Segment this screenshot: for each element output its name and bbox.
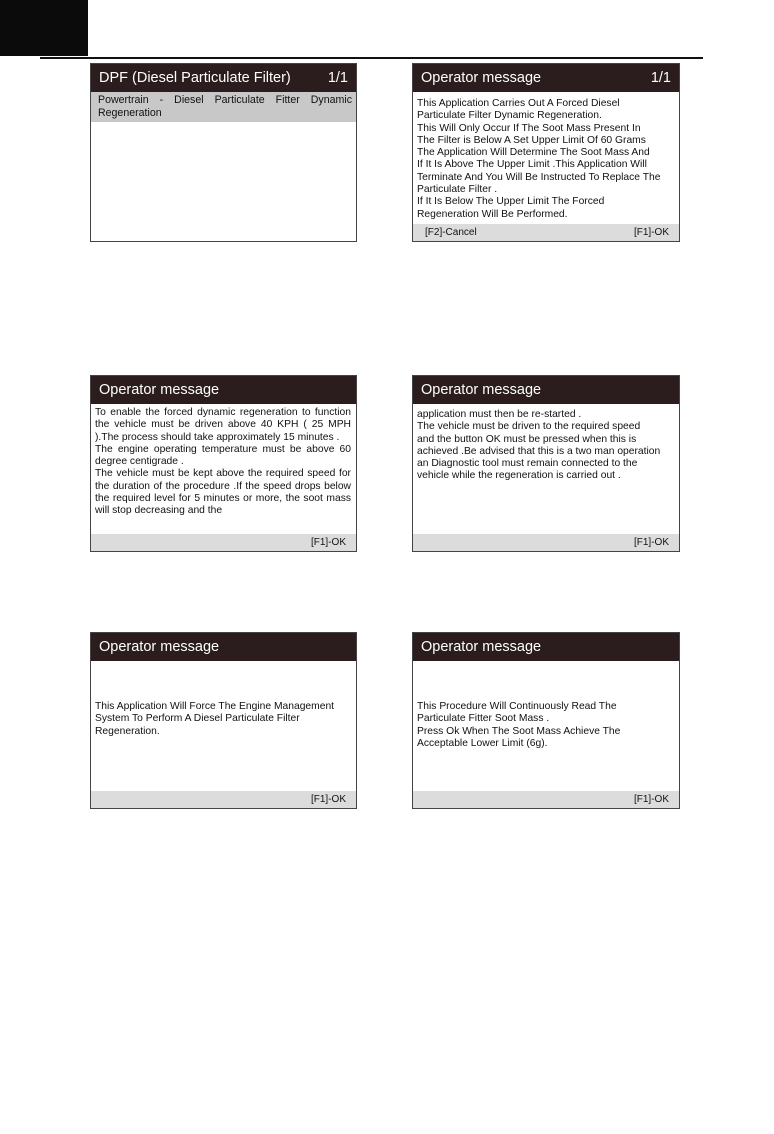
operator-message-screen-4 <box>90 632 357 809</box>
operator-title-bar <box>413 64 679 92</box>
ok-softkey[interactable]: [F1]-OK <box>310 537 346 548</box>
page-indicator: 1/1 <box>650 70 671 86</box>
message-body: This Application Carries Out A Forced Diesel Particulate Filter Dynamic Regeneration. This Will Only Occur If The Soot Mass Present In The Filter is Below A Set Upper Limit Of 60 Grams The Application Will Determine The Soot Mass And If It Is Above The Upper Limit .This Application Will Terminate And You Will Be Instructed To Replace The Particulate Filter . If It Is Below The Upper Limit The Forced Regeneration Will Be Performed. <box>417 98 661 220</box>
header-divider <box>40 57 703 59</box>
softkey-bar <box>413 224 679 241</box>
operator-message-screen-3 <box>412 375 680 552</box>
ok-softkey[interactable]: [F1]-OK <box>633 227 669 238</box>
softkey-bar <box>91 791 356 808</box>
ok-softkey[interactable]: [F1]-OK <box>310 794 346 805</box>
operator-title-bar <box>91 633 356 661</box>
screen-title: Operator message <box>421 639 542 655</box>
message-body: To enable the forced dynamic regeneration to function the vehicle must be driven above 40 KPH ( 25 MPH ).The process should take approximately 15 minutes . The engine operating temperature must be above 60 degree centigrade . The vehicle must be kept above the required speed for the duration of the procedure .If the speed drops below the required level for 5 minutes or more, the soot mass will stop decreasing and the <box>95 407 351 517</box>
screen-title: DPF (Diesel Particulate Filter) <box>99 70 291 86</box>
cancel-softkey[interactable]: [F2]-Cancel <box>425 227 477 238</box>
ok-softkey[interactable]: [F1]-OK <box>633 537 669 548</box>
menu-item-dpf-regeneration[interactable]: Powertrain - Diesel Particulate Fitter Dynamic Regeneration <box>91 92 356 122</box>
message-body: This Procedure Will Continuously Read The Particulate Fitter Soot Mass . Press Ok When The Soot Mass Achieve The Acceptable Lower Limit (6g). <box>417 701 621 749</box>
operator-title-bar <box>413 376 679 404</box>
dpf-title-bar <box>91 64 356 92</box>
operator-message-screen-5 <box>412 632 680 809</box>
screen-title: Operator message <box>99 639 220 655</box>
ok-softkey[interactable]: [F1]-OK <box>633 794 669 805</box>
softkey-bar <box>413 534 679 551</box>
screen-title: Operator message <box>99 382 220 398</box>
operator-message-screen-1 <box>412 63 680 242</box>
operator-message-screen-2 <box>90 375 357 552</box>
screen-title: Operator message <box>421 382 542 398</box>
dpf-menu-screen <box>90 63 357 242</box>
message-body: This Application Will Force The Engine Management System To Perform A Diesel Particulate Filter Regeneration. <box>95 701 335 737</box>
softkey-bar <box>91 534 356 551</box>
operator-title-bar <box>413 633 679 661</box>
operator-title-bar <box>91 376 356 404</box>
page-corner-tab <box>0 0 88 56</box>
message-body: application must then be re-started . The vehicle must be driven to the required speed and the button OK must be pressed when this is achieved .Be advised that this is a two man operation an Diagnostic tool must remain connected to the vehicle while the regeneration is carried out . <box>417 409 661 482</box>
screen-title: Operator message <box>421 70 542 86</box>
softkey-bar <box>413 791 679 808</box>
page-indicator: 1/1 <box>327 70 348 86</box>
